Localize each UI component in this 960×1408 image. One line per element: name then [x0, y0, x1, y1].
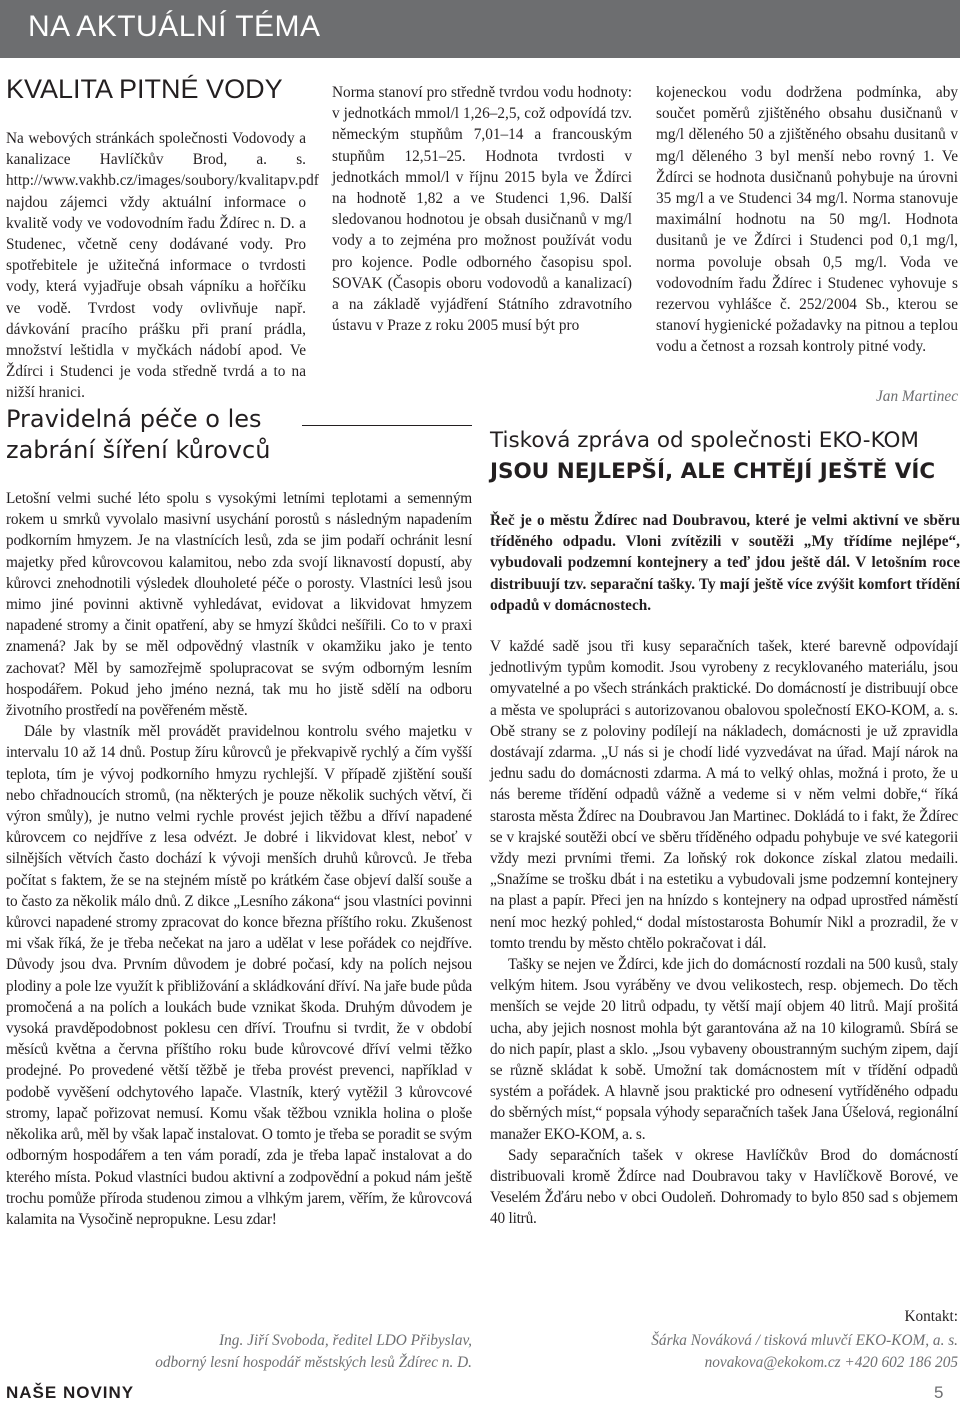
kurovec-paragraph-2: Dále by vlastník měl provádět pravidelnou kontrolu svého majetku v intervalu 10 až 14 dnů. Postup žíru kůrovců je překvapivě rychlý a čím vyšší teplota, tím je vývoj podkorního hmyzu rychlejší. V případě zjištění souší nebo chřadnoucích stromů, (na některých je pouze několik suchých větví, či výron smůly), je nutno velmi rychle provést jejich těžbu a dříví napadené kůrovcem co nejdříve z lesa odvézt. Je dobré i likvidovat klest, neboť v silnějších větvích často dochází k vývoji menších druhů kůrovců. Je třeba počítat s faktem, že se na stejném místě po krátkém čase objeví další souše a to často za několik málo dnů. Z dikce „Lesního zákona“ jsou vlastníci povinni kůrovci napadené stromy zpracovat do konce března příštího roku. Zkušenost mi však říká, že je třeba nečekat na jaro a udělat v lese pořádek co nejdříve. Důvody jsou dva. Prvním důvodem je dobré počasí, kdy na polích nejsou plodiny a pole lze využít k přibližování a skládkování dříví. Na jaře bude půda promočená a na polích a loukách bude vznikat škoda. Druhým důvodem je vysoká pravděpodobnost poklesu cen dříví. Troufnu si tvrdit, že v období měsíců května a června příštího roku bude kůrovcové dříví velmi těžko prodejné. Po provedené větší těžbě je třeba provést prevenci, například v podobě vyvěšení odchytového lapače. Vlastník, který vytěžil 3 kůrovcové stromy, lapač pořizovat nemusí. Komu však těžbou vznikla holina o ploše několika arů, měl by však lapač instalovat. O tomto je třeba se poradit se svým odborným hospodářem a ten vám poradí, zda je třeba lapač instalovat a do kterého místa. Pokud vlastníci budou aktivní a zodpovědní a pokud nám ještě trochu pomůže příroda studenou zimou a vlhkým jarem, věřím, že kůrovcová kalamita na Vysočině nepropukne. Lesu zdar! — [6, 723, 472, 1228]
kurovec-paragraph-1: Letošní velmi suché léto spolu s vysokými letními teplotami a semenným rokem u smrků vyvolalo masivní usychání porostů s následným napadením podkorním hmyzem. Je na vlastnících lesů, zda se jim podaří ochránit lesní majetky před kůrovcovou kalamitou, nebo zda svojí liknavostí dopustí, aby kůrovci znehodnotili výsledek dlouholeté péče o porosty. Vlastníci lesů jsou mimo jiné povinni aktivně vyhledávat, evidovat a likvidovat hmyzem napadené stromy a činit opatření, aby se hmyzí škůdci nešířili. Co to v praxi znamená? Jak by se měl odpovědný vlastník v okamžiku jako je tento zachovat? Měl by samozřejmě spolupracovat se svým odborným lesním hospodářem. Pokud jeho jméno nezná, tak mu ho jistě sdělí na odboru životního prostředí na pověřeném městě. — [6, 490, 472, 720]
ekokom-paragraph-2: Tašky se nejen ve Ždírci, kde jich do domácností rozdali na 500 kusů, staly velkým hitem. Jsou vyráběny ve dvou velikostech, resp. objemech. Do těch menších se vejde 20 litrů odpadu, ty větší mají objem 40 litrů. Mají prošitá ucha, aby jejich nosnost mohla být garantována až na 10 kilogramů. Sbírá se do nich papír, plast a sklo. „Jsou vybaveny oboustranným suchým zipem, dají se různě skládat k sobě. Umožní tak domácnostem mít v třídění odpadů systém a pořádek. A hlavně jsou praktické pro odnesení vytříděného odpadu do sběrných míst,“ popsala výhody separačních tašek Jana Úšelová, regionální manažer EKO-KOM, a. s. — [490, 956, 958, 1143]
kvalita-column-2 — [332, 82, 632, 382]
heading-divider — [302, 425, 472, 426]
page-number: 5 — [934, 1383, 944, 1402]
ekokom-heading-1: Tisková zpráva od společnosti EKO-KOM — [490, 428, 919, 453]
kvalita-column-1 — [6, 128, 319, 402]
kurovec-author-line-1: Ing. Jiří Svoboda, ředitel LDO Přibyslav, — [219, 1332, 472, 1349]
article-heading-kvalita: KVALITA PITNÉ VODY — [6, 74, 283, 104]
ekokom-paragraph-3: Sady separačních tašek v okrese Havlíčkův Brod do domácností distribuovali kromě Ždírce nad Doubravou taky v Havlíčkově Borové, ve Veselém Žďáru nebo v obci Oudoleň. Dohromady to bylo 850 sad s objemem 40 litrů. — [490, 1146, 958, 1228]
kurovec-author — [0, 1330, 472, 1373]
contact-line-2: novakova@ekokom.cz +420 602 186 205 — [704, 1353, 958, 1371]
section-banner — [0, 0, 960, 58]
kurovec-body — [6, 488, 472, 1328]
kvalita-text-3: kojeneckou vodu dodržena podmínka, aby součet poměrů zjištěného obsahu dusičnanů v mg/l děleného 50 a zjištěného obsahu dusitanů v mg/l děleného 3 byl menší nebo rovný 1. Ve Ždírci se hodnota dusičnanů pohybuje na úrovni 35 mg/l a ve Studenci 34 mg/l. Norma stanovuje maximální hodnotu na 50 mg/l. Hodnota dusitanů je ve Ždírci i Studenci pod 0,1 mg/l, norma povoluje obsah 0,5 mg/l. Voda ve vodovodním řadu Ždírec i Studenec vyhovuje s rezervou vyhlášce č. 252/2004 Sb., kterou se stanoví hygienické požadavky na pitnou a teplou vodu a četnost a rozsah kontroly pitné vody. — [656, 84, 958, 356]
kurovec-author-line-2: odborný lesní hospodář městských lesů Ždírec n. D. — [155, 1353, 472, 1371]
section-title: NA AKTUÁLNÍ TÉMA — [28, 10, 321, 43]
contact-label: Kontakt: — [904, 1308, 958, 1325]
kvalita-text-2: Norma stanoví pro středně tvrdou vodu hodnoty: v jednotkách mmol/l 1,26–2,5, což odpovídá tzv. německým stupňům 7,01–14 a francouským stupňům 12,51–25. Hodnota tvrdosti v jednotkách mmol/l v říjnu 2015 byla ve Ždírci na hodnotě 1,82 a ve Studenci 1,96. Další sledovanou hodnotou je obsah dusičnanů v mg/l vody a to zejména pro možnost používát vodu pro kojence. Podle odborného časopisu spol. SOVAK (Časopis oboru vodovodů a kanalizací) a na základě vyjádření Státního zdravotního ústavu v Praze z roku 2005 musí být pro — [332, 84, 632, 335]
article-heading-kurovec: Pravidelná péče o les zabrání šíření kůrovců — [6, 405, 271, 464]
kvalita-author: Jan Martinec — [876, 388, 958, 405]
kvalita-text-1: Na webových stránkách společnosti Vodovody a kanalizace Havlíčkův Brod, a. s. http://www.vakhb.cz/images/soubory/kvalitapv.pdf najdou zájemci vždy aktuální informace o kvalitě vody ve vodovodním řadu Ždírec n. D. a Studenec, včetně ceny dodávané vody. Pro spotřebitele je užitečná informace o tvrdosti vody, která vyjadřuje obsah vápníku a hořčíku ve vodě. Tvrdost vody ovlivňuje např. dávkování pracího prášku při praní prádla, množství leštidla v myčkách nádobí apod. Ve Ždírci i Studenci je voda středně tvrdá a to na nižší hranici. — [6, 130, 319, 402]
kvalita-column-3 — [656, 82, 958, 382]
ekokom-paragraph-1: V každé sadě jsou tři kusy separačních tašek, které barevně odpovídají jednotlivým typům komodit. Jsou vyrobeny z recyklovaného materiálu, jsou omyvatelné a po všech stránkách praktické. Do domácností je distribuují obce a města ve spolupráci s autorizovanou obalovou společností EKO-KOM, a. s. Obě strany se z poloviny podílejí na nákladech, domácnosti je už zpravidla dostávají zdarma. „U nás si je chodí lidé vyzvedávat na úřad. Mají nárok na jednu sadu do domácnosti zdarma. A má to velký ohlas, možná i proto, že u nás bereme třídění odpadů vážně a vedeme si v něm velmi dobře,“ říká starosta města Ždírec na Doubravou Jan Martinec. Dokládá to i fakt, že Ždírec se v krajské soutěži obcí ve sběru tříděného odpadu pohybuje ve své kategorii vždy mezi prvními třemi. Za loňský rok dokonce získal zlatou medaili. „Snažíme se trošku dbát i na estetiku a vybudovali jsme podzemní kontejnery na plast a papír. Přeci jen na hnízdo s kontejnery na odpad uprostřed náměstí není moc hezký pohled,“ dodal místostarosta Bohumír Nikl a prozradil, že v tomto trendu by město chtělo pokračovat i dál. — [490, 638, 958, 952]
contact-line-1: Šárka Nováková / tisková mluvčí EKO-KOM, a. s. — [651, 1332, 958, 1349]
ekokom-body — [490, 636, 958, 1306]
ekokom-lead: Řeč je o městu Ždírec nad Doubravou, které je velmi aktivní ve sběru tříděného odpadu. Vloni zvítězili v soutěži „My třídíme nejlépe“, vybudovali podzemní kontejnery a teď jdou ještě dál. V letošním roce distribuují tzv. separační tašky. Ty mají ještě více zvýšit komfort třídění odpadů v domácnostech. — [490, 512, 960, 614]
contact-block — [540, 1330, 958, 1373]
ekokom-heading-2: JSOU NEJLEPŠÍ, ALE CHTĚJÍ JEŠTĚ VÍC — [490, 459, 936, 484]
newspaper-brand: NAŠE NOVINY — [6, 1383, 135, 1402]
